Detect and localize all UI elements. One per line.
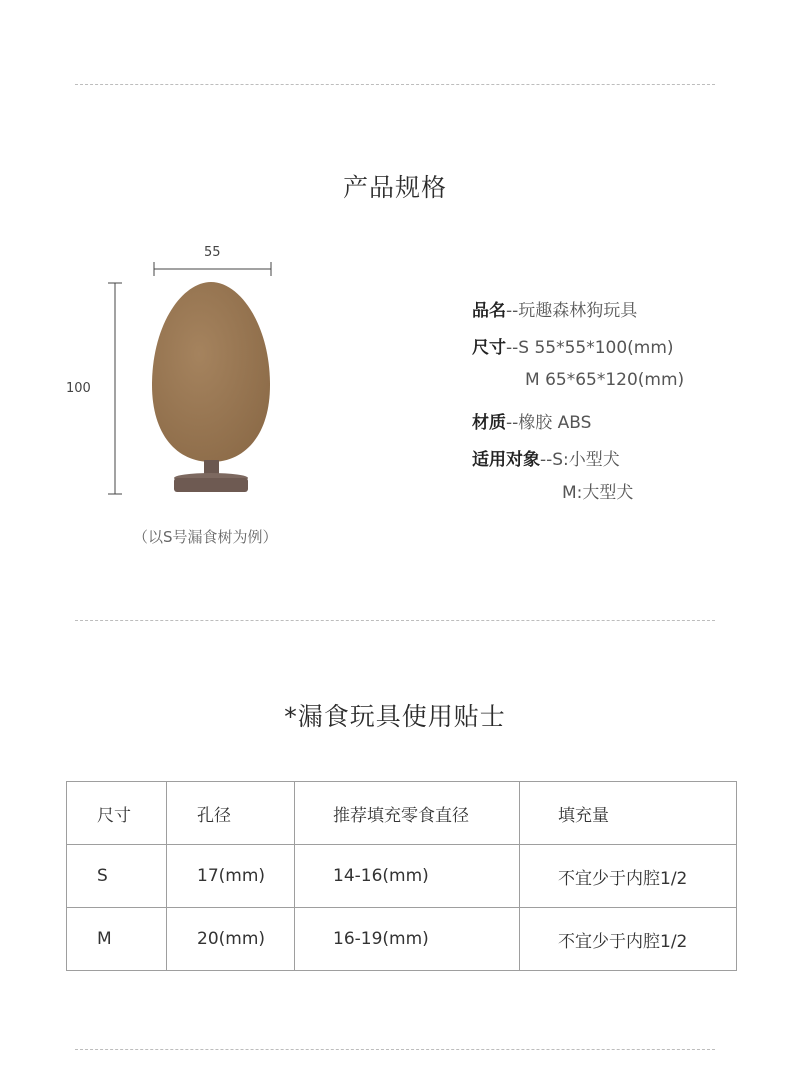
table-row	[67, 908, 737, 971]
header-size: 尺寸	[67, 782, 167, 845]
table-cell: 16-19(mm)	[295, 908, 520, 971]
divider-top	[75, 84, 715, 85]
section-title-specs: 产品规格	[342, 173, 447, 202]
table-header-row	[67, 782, 737, 845]
width-dim-label: 55	[204, 245, 221, 260]
product-egg	[152, 282, 270, 462]
header-hole: 孔径	[167, 782, 295, 845]
table-cell: 14-16(mm)	[295, 845, 520, 908]
product-diagram	[90, 240, 290, 510]
diagram-caption: （以S号漏食树为例）	[133, 528, 278, 546]
product-base	[174, 478, 248, 492]
divider-bottom	[75, 1049, 715, 1050]
divider-middle	[75, 620, 715, 621]
table-cell: 17(mm)	[167, 845, 295, 908]
table-cell: 不宜少于内腔1/2	[520, 908, 737, 971]
header-snack-diameter: 推荐填充零食直径	[295, 782, 520, 845]
spec-target-s: 适用对象--S:小型犬	[472, 450, 620, 470]
spec-name: 品名--玩趣森林狗玩具	[472, 301, 638, 321]
spec-target-m: M:大型犬	[562, 483, 634, 503]
table-cell: S	[67, 845, 167, 908]
spec-size-s: 尺寸--S 55*55*100(mm)	[472, 338, 674, 358]
table-cell: M	[67, 908, 167, 971]
table-cell: 不宜少于内腔1/2	[520, 845, 737, 908]
section-title-tips: *漏食玩具使用贴士	[284, 702, 506, 731]
table-row	[67, 845, 737, 908]
table-cell: 20(mm)	[167, 908, 295, 971]
spec-material: 材质--橡胶 ABS	[472, 413, 592, 433]
tips-table	[66, 781, 737, 971]
header-fill-amount: 填充量	[520, 782, 737, 845]
height-dim-label: 100	[66, 381, 91, 396]
spec-size-m: M 65*65*120(mm)	[525, 370, 685, 390]
